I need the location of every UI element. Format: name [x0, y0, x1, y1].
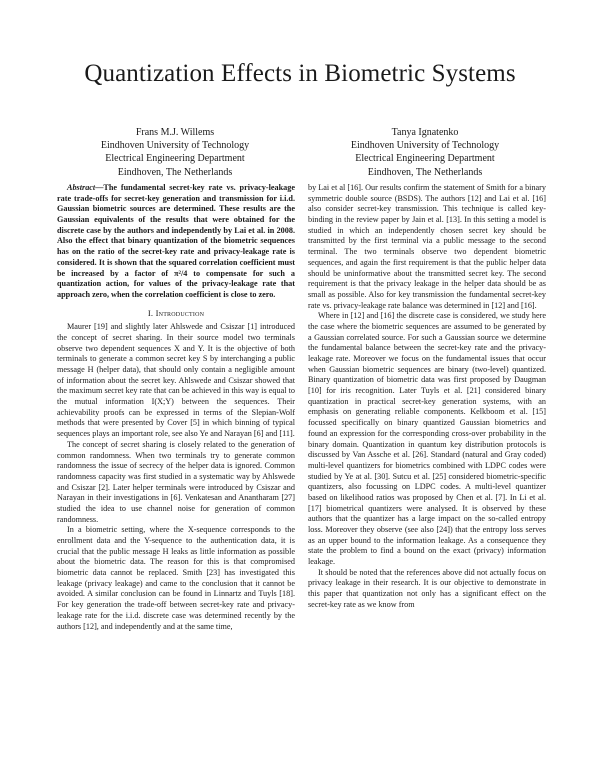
- author-affiliation: Eindhoven University of Technology: [100, 140, 250, 152]
- paper-title: Quantization Effects in Biometric Systems: [84, 60, 516, 87]
- section-title: Introduction: [155, 307, 205, 318]
- section-heading: [57, 308, 295, 319]
- right-column: [308, 183, 546, 611]
- abstract-label: Abstract: [67, 183, 96, 192]
- paragraph: In a biometric setting, where the X-sequence corresponds to the enrollment data and the Y-sequence to the authentication data, it is crucial that the public message H leaks as little information as possible about the biometric data. The reason for this is that compromised biometric data cannot be replaced. Smith [23] has investigated this leakage (privacy leakage) and came to the conclusion that it cannot be avoided. A similar conclusion can be found in Linnartz and Tuyls [18]. For key generation the trade-off between secret-key rate and privacy-leakage rate for the i.i.d. discrete case was determined recently by the authors [12], and independently and at the same time,: [57, 525, 295, 631]
- author-block-2: [305, 126, 545, 179]
- author-location: Eindhoven, The Netherlands: [117, 166, 233, 178]
- abstract-text: —The fundamental secret-key rate vs. privacy-leakage rate trade-offs for secret-key generation and transmission for i.i.d. Gaussian biometric sources are determined. These results are the Gaussian equivalents of the results that were obtained for the discrete case by the authors and independently by Lai et al. in 2008. Also the effect that binary quantization of the biometric sequences has on the ratio of the secret-key rate and privacy-leakage rate is considered. It is shown that the squared correlation coefficient must be increased by a factor of π²/4 to compensate for such a quantization action, for values of the privacy-leakage rate that approach zero, when the correlation coefficient is close to zero.: [57, 183, 295, 299]
- paragraph: Where in [12] and [16] the discrete case is considered, we study here the case where the biometric sequences are assumed to be generated by a Gaussian correlated source. For such a Gaussian source we determine the fundamental balance between the secret-key rate and the privacy-leakage rate. Moreover we focus on the fundamental issues that occur when Gaussian biometric sequences are binary (two-level) quantized. Binary quantization of biometric data was first proposed by Daugman [10] for iris recognition. Later Tuyls et al. [21] considered binary quantization in practical secret-key generation systems, with an emphasis on generating reliable components. Kelkboom et al. [15] focussed specifically on binary quantized Gaussian biometrics and found an expression for the corresponding cross-over probability in the binary domain. Quantization in quantum key distribution protocols is discussed by Van Assche et al. [26]. Standard (natural and Gray coded) multi-level quantizers for biometrics combined with LDPC codes were studied by Ye at al. [30]. Sutcu et al. [25] considered biometric-specific quantizers, also focussing on LDPC codes. A multi-level quantizer based on likelihood ratios was proposed by Chen et al. [7]. In Li et al. [17] biometrical quantizers were analysed. It is observed by these authors that the quantizer has a large impact on the so-called entropy loss. Moreover they observe (see also [24]) that the entropy loss serves as an upper bound to the information leakage. As a consequence they state the problem to find a bound on the exact (privacy) information leakage.: [308, 311, 546, 567]
- author-department: Electrical Engineering Department: [105, 153, 245, 165]
- author-block-1: [55, 126, 295, 179]
- paragraph: It should be noted that the references above did not actually focus on privacy leakage in their research. It is our objective to demonstrate in this paper that quantization not only has a significant effect on the secret-key rate as we know from: [308, 567, 546, 609]
- abstract: [57, 183, 295, 301]
- author-location: Eindhoven, The Netherlands: [367, 166, 483, 178]
- author-affiliation: Eindhoven University of Technology: [350, 140, 500, 152]
- section-number: I.: [147, 307, 154, 318]
- author-name: Frans M.J. Willems: [135, 127, 215, 138]
- paragraph: The concept of secret sharing is closely related to the generation of common randomness. When two terminals try to generate common randomness the issue of secrecy of the helper data is ignored. Common randomness capacity was first studied in a systematic way by Ahlswede and Csiszar [2]. Later helper terminals were introduced by Csiszar and Narayan in their investigations in [6]. Venkatesan and Anantharam [27] studied the idea to use channel noise for generation of common randomness.: [57, 439, 295, 524]
- author-department: Electrical Engineering Department: [355, 153, 495, 165]
- paragraph: by Lai et al [16]. Our results confirm the statement of Smith for a binary symmetric double source (BSDS). The authors [12] and Lai et al. [16] also consider secret-key transmission. This technique is called key-binding in the review paper by Jain et al. [13]. In this setting a model is studied in which an independently chosen secret key should be transmitted by the first terminal via a public message to the second terminal. The two terminals observe two dependent biometric sequences, and again the first requirement is that the public helper data should be uninformative about the transmitted secret key. The second requirement is that the privacy leakage in the helper data should be as small as possible. Also for key transmission the fundamental secret-key rate vs. privacy-leakage rate balance was determined in [12] and [16].: [308, 183, 546, 310]
- author-name: Tanya Ignatenko: [391, 127, 459, 138]
- paragraph: Maurer [19] and slightly later Ahlswede and Csiszar [1] introduced the concept of secret sharing. In their source model two terminals observe two dependent sequences X and Y. It is the objective of both terminals to generate a common secret key S by interchanging a public message H (helper data), that should only contain a negligible amount of information about the secret key. Ahlswede and Csiszar showed that the maximum secret key rate that can be achieved in this way is equal to the mutual information I(X;Y) between the sequences. Their achievability proofs can be expressed in terms of the Slepian-Wolf methods that were presented by Cover [5] in which binning of typical sequences plays an important role, see also Ye and Narayan [6] and [11].: [57, 322, 295, 439]
- left-column: [57, 183, 295, 632]
